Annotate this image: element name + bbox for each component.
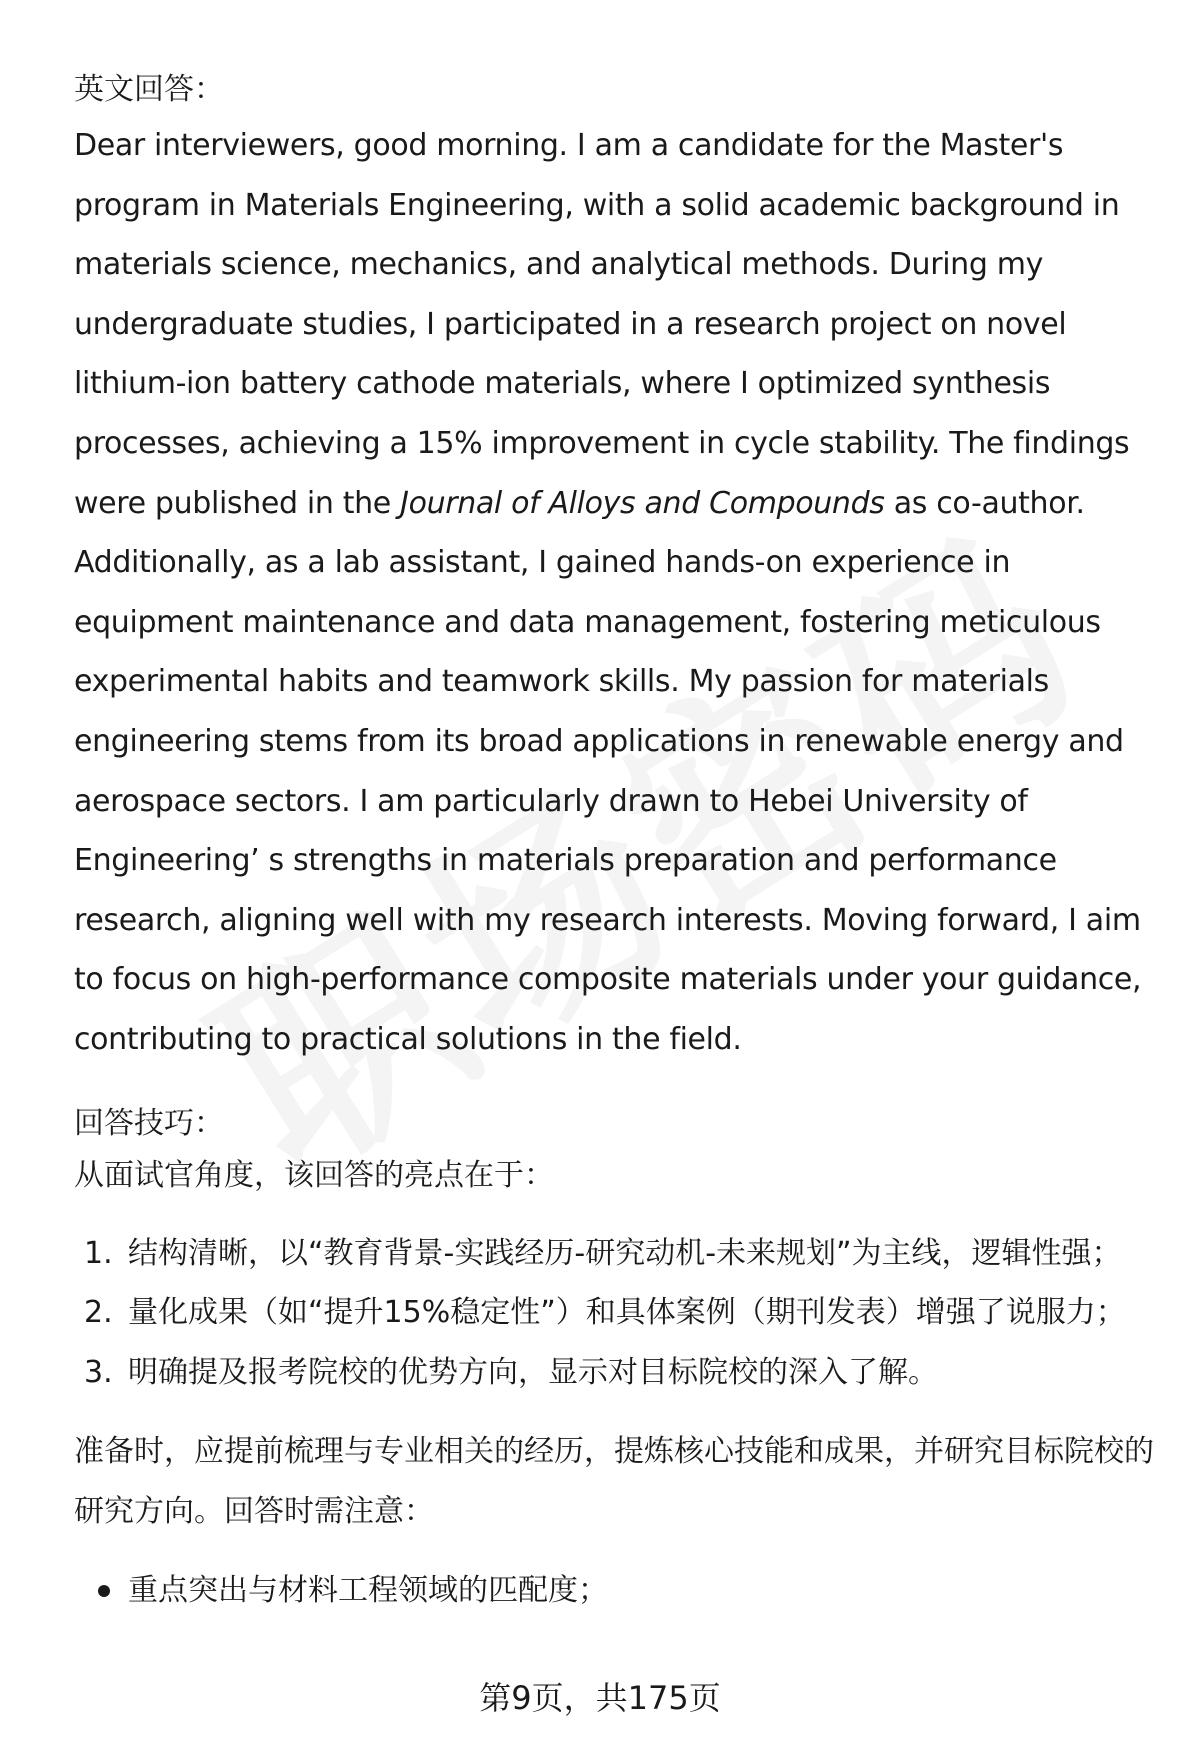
list-item-text: 明确提及报考院校的优势方向，显示对目标院校的深入了解。 <box>128 1354 938 1390</box>
list-item-number: 2. <box>84 1295 113 1331</box>
answer-text-part-2: as co-author. Additionally, as a lab assistant, I gained hands-on experience in equipment maintenance and data management, fostering meticulous experimental habits and teamwork skills. My passion for materials engineering stems from its broad applications in renewable energy and aerospace sectors. I am particularly drawn to Hebei University of Engineering’ s strengths in materials preparation and performance research, aligning well with my research interests. Moving forward, I aim to focus on high-performance composite materials under your guidance, contributing to practical solutions in the field. <box>74 485 1142 1057</box>
english-answer-heading: 英文回答： <box>74 72 224 107</box>
english-answer-paragraph <box>74 116 1164 1070</box>
page-content <box>74 64 1154 1621</box>
tips-list <box>74 1224 1154 1403</box>
page-number: 第9页，共175页 <box>479 1679 721 1717</box>
list-item <box>74 1224 1154 1284</box>
list-item <box>74 1283 1154 1343</box>
list-item-text: 量化成果（如“提升15%稳定性”）和具体案例（期刊发表）增强了说服力； <box>128 1295 1126 1331</box>
notes-list <box>74 1561 1154 1621</box>
list-item <box>74 1561 1154 1621</box>
list-item <box>74 1343 1154 1403</box>
list-item-number: 3. <box>84 1354 113 1390</box>
list-item-text: 重点突出与材料工程领域的匹配度； <box>128 1573 608 1609</box>
answer-text-part-1: Dear interviewers, good morning. I am a candidate for the Master's program in Materials Engineering, with a solid academic background in materials science, mechanics, and analytical methods. During my undergraduate studies, I participated in a research project on novel lithium-ion battery cathode materials, where I optimized synthesis processes, achieving a 15% improvement in cycle stability. The findings were published in the <box>74 128 1130 521</box>
list-item-text: 结构清晰，以“教育背景-实践经历-研究动机-未来规划”为主线，逻辑性强； <box>128 1235 1122 1271</box>
tips-heading: 回答技巧： <box>74 1105 224 1141</box>
tips-intro: 从面试官角度，该回答的亮点在于： <box>74 1157 554 1193</box>
list-item-number: 1. <box>84 1235 113 1271</box>
journal-name: Journal of Alloys and Compounds <box>400 485 885 521</box>
preparation-paragraph: 准备时，应提前梳理与专业相关的经历，提炼核心技能和成果，并研究目标院校的研究方向。回答时需注意： <box>74 1434 1154 1529</box>
bullet-icon <box>98 1585 110 1597</box>
